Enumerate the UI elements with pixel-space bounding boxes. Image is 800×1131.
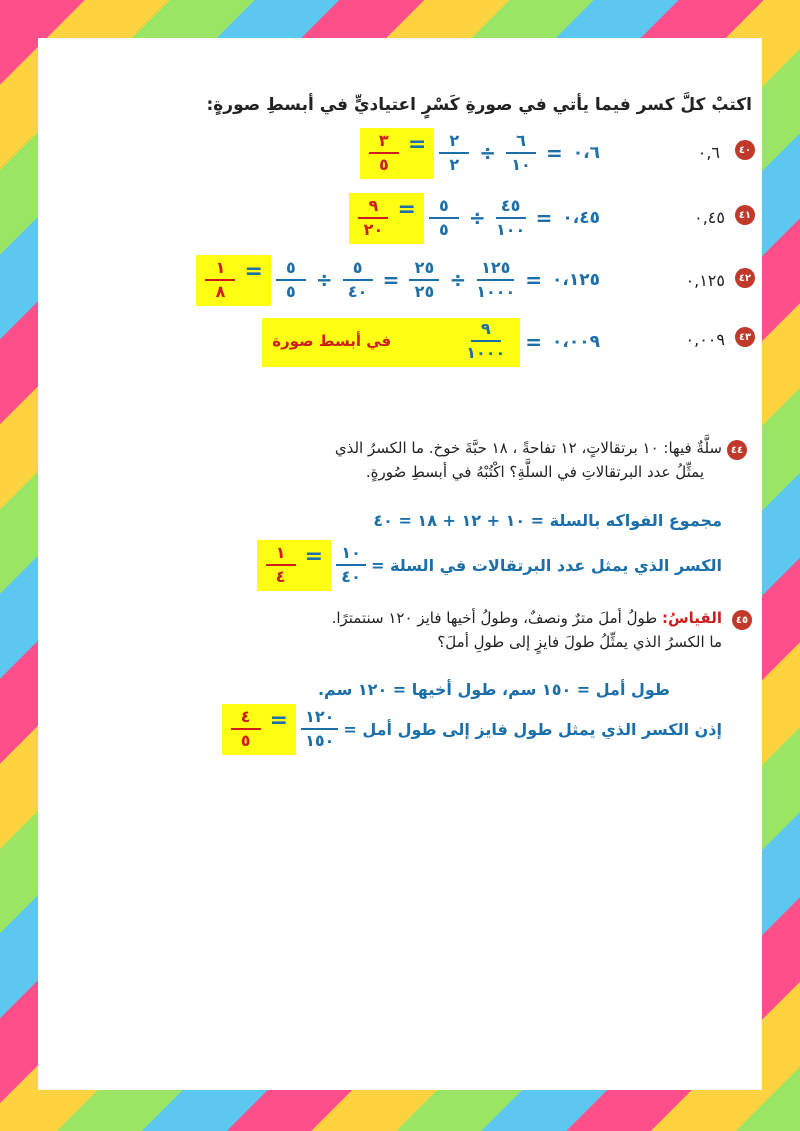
equals-sign: = — [535, 206, 553, 231]
result-highlight: = $\frac{٤}{٥}$ — [222, 704, 296, 755]
divide-sign: ÷ — [468, 206, 486, 231]
divide-sign: ÷ — [315, 268, 333, 293]
fraction: $\frac{٤٥}{١٠٠}$ — [496, 196, 526, 240]
answer-45-fraction-row — [222, 704, 722, 755]
equals-sign: = — [382, 268, 400, 293]
question-number-40: ٤٠ — [735, 140, 755, 160]
question-44-text — [322, 436, 722, 484]
divide-sign: ÷ — [479, 141, 497, 166]
fraction: $\frac{٢٥}{٢٥}$ — [409, 259, 439, 302]
fraction: $\frac{٩}{١٠٠٠}$ — [466, 319, 506, 363]
fraction: $\frac{١٢٥}{١٠٠٠}$ — [476, 258, 516, 302]
question-44-line2: يمثِّلُ عدد البرتقالاتِ في السلَّةِ؟ اكْتُبْهُ في أبسطِ صُورةٍ. — [365, 463, 704, 481]
answer-44-fraction-row — [257, 540, 722, 591]
solution-row-42 — [196, 255, 605, 306]
question-45-line1: طولُ أملَ مترٌ ونصفٌ، وطولُ أخيها فايز ١٢٠ سنتمترًا. — [331, 609, 658, 627]
result-fraction: $\frac{١}{٤}$ — [266, 544, 296, 587]
fraction: $\frac{١٠}{٤٠}$ — [336, 544, 366, 587]
decimal-value: ٠،١٢٥ — [552, 270, 600, 291]
given-decimal-40: ٠,٦ — [697, 143, 720, 162]
question-number-44: ٤٤ — [727, 440, 747, 460]
result-highlight: = $\frac{١}{٨}$ — [196, 255, 270, 306]
result-highlight: = $\frac{٩}{٢٠}$ — [349, 193, 423, 244]
question-45-text — [302, 606, 722, 654]
fraction: $\frac{٥}{٥}$ — [276, 259, 306, 302]
fraction: $\frac{٦}{١٠}$ — [506, 132, 536, 175]
result-fraction: $\frac{٤}{٥}$ — [231, 708, 261, 751]
fraction: $\frac{٥}{٤٠}$ — [343, 259, 373, 302]
equals-sign: = — [546, 141, 563, 166]
decimal-value: ٠،٦ — [572, 143, 600, 164]
equals-sign: = — [525, 268, 543, 293]
divide-sign: ÷ — [449, 268, 467, 293]
simplest-form-note: في أبسط صورة — [272, 332, 392, 351]
question-number-41: ٤١ — [735, 205, 755, 225]
fraction: $\frac{٢}{٢}$ — [439, 132, 469, 175]
result-fraction: $\frac{٣}{٥}$ — [369, 132, 399, 175]
result-highlight — [262, 318, 520, 367]
answer-44-text: الكسر الذي يمثل عدد البرتقالات في السلة = — [371, 555, 722, 575]
solution-row-43 — [262, 318, 605, 367]
given-decimal-43: ٠,٠٠٩ — [685, 330, 725, 349]
result-highlight: = $\frac{١}{٤}$ — [257, 540, 331, 591]
solution-row-41 — [349, 193, 605, 244]
instruction-text: اكتبْ كلَّ كسر فيما يأتي في صورةِ كَسْرٍ اعتياديٍّ في أبسطِ صورةٍ: — [206, 95, 752, 115]
question-44-line1: سلَّةٌ فيها: ١٠ برتقالاتٍ، ١٢ تفاحةً ، ١٨ حبَّةَ خوخ. ما الكسرُ الذي — [334, 439, 722, 457]
question-number-42: ٤٢ — [735, 268, 755, 288]
decimal-value: ٠،٠٠٩ — [552, 332, 600, 353]
result-highlight: = $\frac{٣}{٥}$ — [360, 128, 434, 179]
question-number-43: ٤٣ — [735, 327, 755, 347]
fraction: $\frac{١٢٠}{١٥٠}$ — [301, 708, 338, 751]
answer-45-text: إذن الكسر الذي يمثل طول فايز إلى طول أمل = — [343, 719, 722, 739]
given-decimal-41: ٠,٤٥ — [694, 208, 725, 227]
answer-44-sum: مجموع الفواكه بالسلة = ١٠ + ١٢ + ١٨ = ٤٠ — [373, 511, 722, 530]
equals-sign: = — [525, 330, 543, 355]
fraction: $\frac{٥}{٥}$ — [429, 197, 459, 240]
decimal-value: ٠،٤٥ — [562, 208, 600, 229]
question-number-45: ٤٥ — [732, 610, 752, 630]
result-fraction: $\frac{٩}{٢٠}$ — [358, 197, 388, 240]
result-fraction: $\frac{١}{٨}$ — [205, 259, 235, 302]
answer-45-lengths: طول أمل = ١٥٠ سم، طول أخيها = ١٢٠ سم. — [317, 680, 670, 699]
given-decimal-42: ٠,١٢٥ — [685, 271, 725, 290]
question-45-heading: القياسُ: — [661, 609, 722, 627]
question-45-line2: ما الكسرُ الذي يمثِّلُ طولَ فايزٍ إلى طولِ أملَ؟ — [437, 633, 722, 651]
solution-row-40 — [360, 128, 605, 179]
